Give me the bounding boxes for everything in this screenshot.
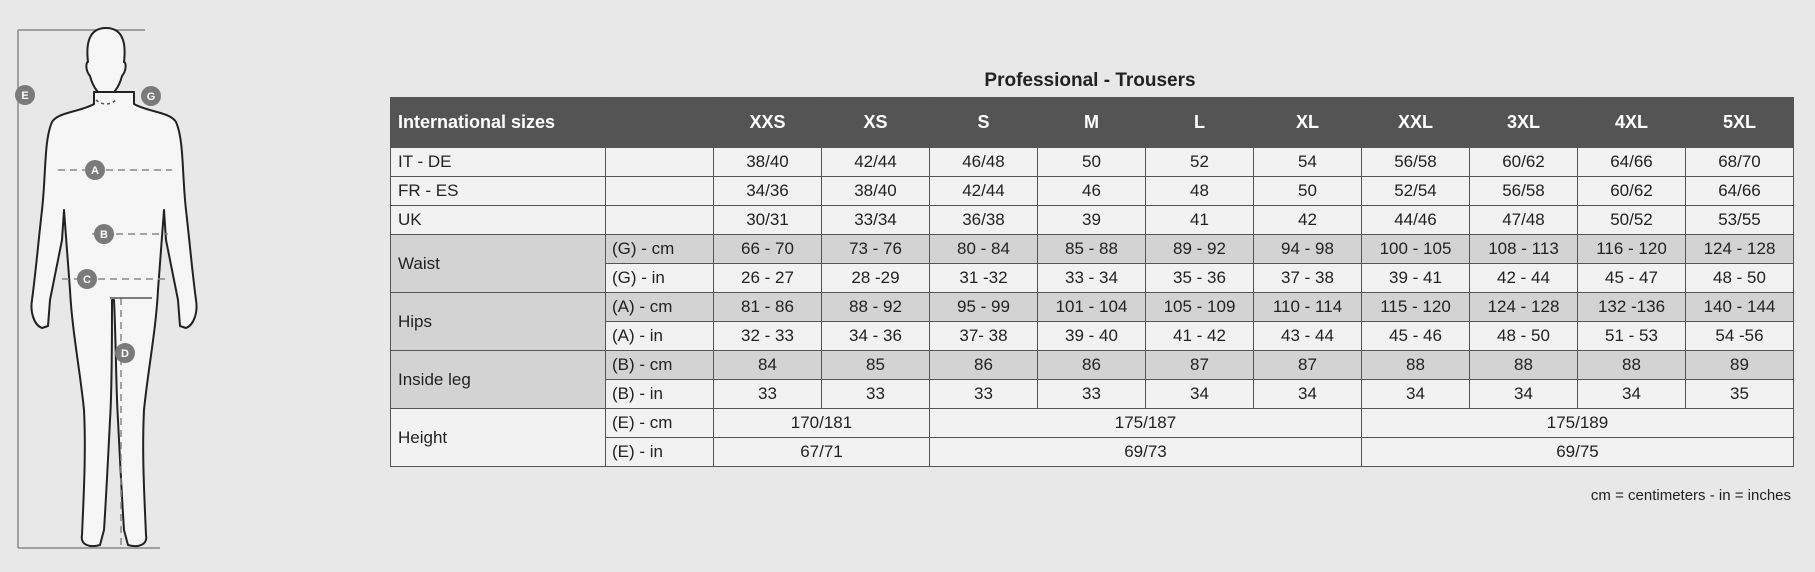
- marker-a: [85, 160, 105, 180]
- table-cell: 84: [714, 351, 822, 380]
- table-cell: 36/38: [930, 206, 1038, 235]
- table-cell: 54 -56: [1686, 322, 1794, 351]
- table-cell: 52/54: [1362, 177, 1470, 206]
- row-label: UK: [391, 206, 606, 235]
- table-cell: 48: [1146, 177, 1254, 206]
- table-cell: 33: [1038, 380, 1146, 409]
- table-cell: 87: [1254, 351, 1362, 380]
- measure-row: [391, 351, 1794, 380]
- empty-cell: [606, 177, 714, 206]
- table-cell: 31 -32: [930, 264, 1038, 293]
- table-cell: 41: [1146, 206, 1254, 235]
- table-cell: 115 - 120: [1362, 293, 1470, 322]
- table-cell: 50/52: [1578, 206, 1686, 235]
- table-cell: 54: [1254, 148, 1362, 177]
- table-cell: 28 -29: [822, 264, 930, 293]
- row-label: FR - ES: [391, 177, 606, 206]
- svg-text:G: G: [146, 91, 156, 103]
- group-label: Inside leg: [391, 351, 606, 409]
- table-cell: 89: [1686, 351, 1794, 380]
- table-cell: 69/73: [930, 438, 1362, 467]
- table-cell: 124 - 128: [1470, 293, 1578, 322]
- table-cell: 69/75: [1362, 438, 1794, 467]
- header-size: M: [1038, 98, 1146, 148]
- table-cell: 34: [1362, 380, 1470, 409]
- header-row: [391, 98, 1794, 148]
- table-cell: 50: [1254, 177, 1362, 206]
- header-size: 5XL: [1686, 98, 1794, 148]
- table-cell: 56/58: [1470, 177, 1578, 206]
- table-cell: 34/36: [714, 177, 822, 206]
- table-cell: 46/48: [930, 148, 1038, 177]
- table-cell: 38/40: [714, 148, 822, 177]
- svg-text:C: C: [83, 274, 91, 286]
- unit-label: (B) - cm: [606, 351, 714, 380]
- conversion-row: [391, 206, 1794, 235]
- header-size: XXS: [714, 98, 822, 148]
- table-cell: 53/55: [1686, 206, 1794, 235]
- table-cell: 42: [1254, 206, 1362, 235]
- table-cell: 73 - 76: [822, 235, 930, 264]
- table-cell: 34: [1578, 380, 1686, 409]
- table-cell: 39 - 41: [1362, 264, 1470, 293]
- marker-g: [141, 86, 161, 106]
- table-cell: 64/66: [1578, 148, 1686, 177]
- table-cell: 67/71: [714, 438, 930, 467]
- table-cell: 33 - 34: [1038, 264, 1146, 293]
- table-cell: 132 -136: [1578, 293, 1686, 322]
- unit-label: (E) - in: [606, 438, 714, 467]
- table-cell: 116 - 120: [1578, 235, 1686, 264]
- table-cell: 81 - 86: [714, 293, 822, 322]
- table-cell: 33: [822, 380, 930, 409]
- table-cell: 45 - 47: [1578, 264, 1686, 293]
- unit-label: (B) - in: [606, 380, 714, 409]
- table-cell: 105 - 109: [1146, 293, 1254, 322]
- svg-text:D: D: [121, 348, 129, 360]
- table-cell: 41 - 42: [1146, 322, 1254, 351]
- table-cell: 33: [930, 380, 1038, 409]
- table-cell: 56/58: [1362, 148, 1470, 177]
- table-cell: 26 - 27: [714, 264, 822, 293]
- table-cell: 33: [714, 380, 822, 409]
- table-cell: 43 - 44: [1254, 322, 1362, 351]
- table-cell: 39: [1038, 206, 1146, 235]
- unit-label: (A) - cm: [606, 293, 714, 322]
- table-cell: 35: [1686, 380, 1794, 409]
- table-cell: 44/46: [1362, 206, 1470, 235]
- table-cell: 47/48: [1470, 206, 1578, 235]
- table-cell: 100 - 105: [1362, 235, 1470, 264]
- size-table: [390, 97, 1794, 467]
- table-cell: 38/40: [822, 177, 930, 206]
- footnote: cm = centimeters - in = inches: [1590, 487, 1791, 504]
- table-cell: 94 - 98: [1254, 235, 1362, 264]
- table-cell: 89 - 92: [1146, 235, 1254, 264]
- unit-label: (A) - in: [606, 322, 714, 351]
- table-cell: 42/44: [930, 177, 1038, 206]
- svg-text:E: E: [21, 90, 29, 102]
- table-cell: 124 - 128: [1686, 235, 1794, 264]
- table-cell: 108 - 113: [1470, 235, 1578, 264]
- header-empty: [606, 98, 714, 148]
- table-cell: 50: [1038, 148, 1146, 177]
- row-label: IT - DE: [391, 148, 606, 177]
- table-cell: 110 - 114: [1254, 293, 1362, 322]
- empty-cell: [606, 206, 714, 235]
- measure-row: [391, 235, 1794, 264]
- empty-cell: [606, 148, 714, 177]
- header-size: XXL: [1362, 98, 1470, 148]
- table-cell: 37 - 38: [1254, 264, 1362, 293]
- table-cell: 85: [822, 351, 930, 380]
- table-cell: 33/34: [822, 206, 930, 235]
- table-cell: 64/66: [1686, 177, 1794, 206]
- table-cell: 52: [1146, 148, 1254, 177]
- table-cell: 45 - 46: [1362, 322, 1470, 351]
- table-cell: 34: [1470, 380, 1578, 409]
- header-international-sizes: International sizes: [391, 98, 606, 148]
- table-title: Professional - Trousers: [984, 70, 1196, 91]
- svg-text:B: B: [100, 229, 108, 241]
- header-size: L: [1146, 98, 1254, 148]
- table-cell: 51 - 53: [1578, 322, 1686, 351]
- table-cell: 39 - 40: [1038, 322, 1146, 351]
- table-cell: 42/44: [822, 148, 930, 177]
- table-cell: 60/62: [1578, 177, 1686, 206]
- table-cell: 86: [1038, 351, 1146, 380]
- table-cell: 35 - 36: [1146, 264, 1254, 293]
- group-label: Waist: [391, 235, 606, 293]
- table-cell: 37- 38: [930, 322, 1038, 351]
- table-cell: 175/187: [930, 409, 1362, 438]
- svg-text:A: A: [91, 165, 99, 177]
- group-label: Hips: [391, 293, 606, 351]
- marker-d: [115, 343, 135, 363]
- table-cell: 85 - 88: [1038, 235, 1146, 264]
- conversion-row: [391, 177, 1794, 206]
- table-cell: 42 - 44: [1470, 264, 1578, 293]
- table-cell: 46: [1038, 177, 1146, 206]
- header-size: 4XL: [1578, 98, 1686, 148]
- table-cell: 86: [930, 351, 1038, 380]
- group-label: Height: [391, 409, 606, 467]
- table-cell: 88: [1362, 351, 1470, 380]
- unit-label: (G) - in: [606, 264, 714, 293]
- table-cell: 48 - 50: [1470, 322, 1578, 351]
- table-cell: 140 - 144: [1686, 293, 1794, 322]
- table-cell: 48 - 50: [1686, 264, 1794, 293]
- unit-label: (G) - cm: [606, 235, 714, 264]
- table-cell: 34: [1254, 380, 1362, 409]
- marker-b: [94, 224, 114, 244]
- table-cell: 80 - 84: [930, 235, 1038, 264]
- table-cell: 101 - 104: [1038, 293, 1146, 322]
- height-row: [391, 409, 1794, 438]
- body-measurement-figure: [0, 0, 230, 572]
- marker-c: [77, 269, 97, 289]
- header-size: S: [930, 98, 1038, 148]
- table-cell: 87: [1146, 351, 1254, 380]
- table-cell: 34: [1146, 380, 1254, 409]
- table-cell: 88 - 92: [822, 293, 930, 322]
- table-cell: 88: [1470, 351, 1578, 380]
- table-cell: 175/189: [1362, 409, 1794, 438]
- conversion-row: [391, 148, 1794, 177]
- table-cell: 66 - 70: [714, 235, 822, 264]
- table-cell: 95 - 99: [930, 293, 1038, 322]
- marker-e: [15, 85, 35, 105]
- table-cell: 68/70: [1686, 148, 1794, 177]
- unit-label: (E) - cm: [606, 409, 714, 438]
- table-cell: 88: [1578, 351, 1686, 380]
- table-cell: 60/62: [1470, 148, 1578, 177]
- table-cell: 32 - 33: [714, 322, 822, 351]
- header-size: XL: [1254, 98, 1362, 148]
- table-cell: 34 - 36: [822, 322, 930, 351]
- table-cell: 170/181: [714, 409, 930, 438]
- measure-row: [391, 293, 1794, 322]
- table-cell: 30/31: [714, 206, 822, 235]
- header-size: 3XL: [1470, 98, 1578, 148]
- header-size: XS: [822, 98, 930, 148]
